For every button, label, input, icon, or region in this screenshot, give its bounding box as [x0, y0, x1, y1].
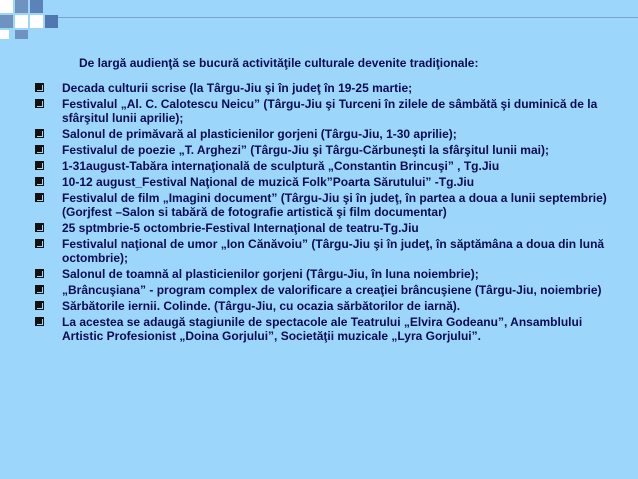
list-item: [34, 175, 610, 189]
deco-square: [15, 0, 28, 13]
list-item: [34, 143, 610, 157]
list-item: [34, 159, 610, 173]
list-item: [34, 97, 610, 125]
item-text: „Brâncuşiana” - program complex de valorificare a creaţiei brâncuşiene (Târgu-Jiu, noiembrie): [62, 283, 602, 297]
bullet-square-icon: [35, 223, 44, 232]
list-item: [34, 283, 610, 297]
corner-decoration: [0, 0, 638, 40]
list-item: [34, 81, 610, 95]
item-text: 1-31august-Tabăra internaţională de sculptură „Constantin Brincuşi” , Tg.Jiu: [62, 159, 500, 173]
bullet-square-icon: [35, 193, 44, 202]
bullet-square-icon: [35, 145, 44, 154]
deco-square: [30, 15, 43, 28]
deco-square: [0, 30, 9, 39]
bullet-square-icon: [35, 161, 44, 170]
bullet-square-icon: [35, 177, 44, 186]
list-item: [34, 127, 610, 141]
item-text: Sărbătorile iernii. Colinde. (Târgu-Jiu, cu ocazia sărbătorilor de iarnă).: [62, 299, 461, 313]
bullet-square-icon: [35, 301, 44, 310]
list-item: [34, 299, 610, 313]
bullet-square-icon: [35, 99, 44, 108]
slide-heading: De largă audienţă se bucură activităţile culturale devenite tradiţionale:: [79, 56, 479, 70]
item-text: 25 sptmbrie-5 octombrie-Festival Internaţional de teatru-Tg.Jiu: [62, 221, 419, 235]
item-text: Salonul de toamnă al plasticienilor gorjeni (Târgu-Jiu, în luna noiembrie);: [62, 267, 479, 281]
activity-list: [34, 81, 610, 345]
deco-square: [0, 15, 13, 28]
list-item: [34, 315, 610, 343]
list-item: [34, 191, 610, 219]
item-text: Festivalul „Al. C. Calotescu Neicu” (Târgu-Jiu şi Turceni în zilele de sâmbătă şi duminică de la sfârşitul lunii aprilie);: [62, 97, 598, 125]
item-text: Festivalul naţional de umor „Ion Cănăvoiu” (Târgu-Jiu şi în judeţ, în săptămâna a doua din lună octombrie);: [62, 237, 605, 265]
deco-square: [15, 15, 28, 28]
list-item: [34, 237, 610, 265]
bullet-square-icon: [35, 129, 44, 138]
item-text: La acestea se adaugă stagiunile de spectacole ale Teatrului „Elvira Godeanu”, Ansamblului Artistic Profesionist „Doina Gorjului”, Societăţii muzicale „Lyra Gorjului”.: [62, 315, 583, 343]
deco-square: [15, 30, 28, 39]
item-text: Festivalul de film „Imagini document” (Târgu-Jiu şi în judeţ, în partea a doua a lunii septembrie)(Gorjfest –Salon si tabără de fotografie artistică şi film documentar): [62, 191, 607, 219]
deco-square: [0, 0, 13, 13]
bullet-square-icon: [35, 285, 44, 294]
bullet-square-icon: [35, 83, 44, 92]
item-text: Decada culturii scrise (la Târgu-Jiu şi în judeţ în 19-25 martie;: [62, 81, 413, 95]
list-item: [34, 221, 610, 235]
bullet-square-icon: [35, 269, 44, 278]
list-item: [34, 267, 610, 281]
deco-square: [45, 15, 58, 28]
item-text: 10-12 august_Festival Naţional de muzică Folk”Poarta Sărutului” -Tg.Jiu: [62, 175, 475, 189]
deco-square: [30, 0, 43, 13]
item-text: Salonul de primăvară al plasticienilor gorjeni (Târgu-Jiu, 1-30 aprilie);: [62, 127, 457, 141]
item-text: Festivalul de poezie „T. Arghezi” (Târgu-Jiu şi Târgu-Cărbuneşti la sfârşitul lunii mai);: [62, 143, 549, 157]
header-line: [57, 17, 638, 18]
bullet-square-icon: [35, 317, 44, 326]
bullet-square-icon: [35, 239, 44, 248]
